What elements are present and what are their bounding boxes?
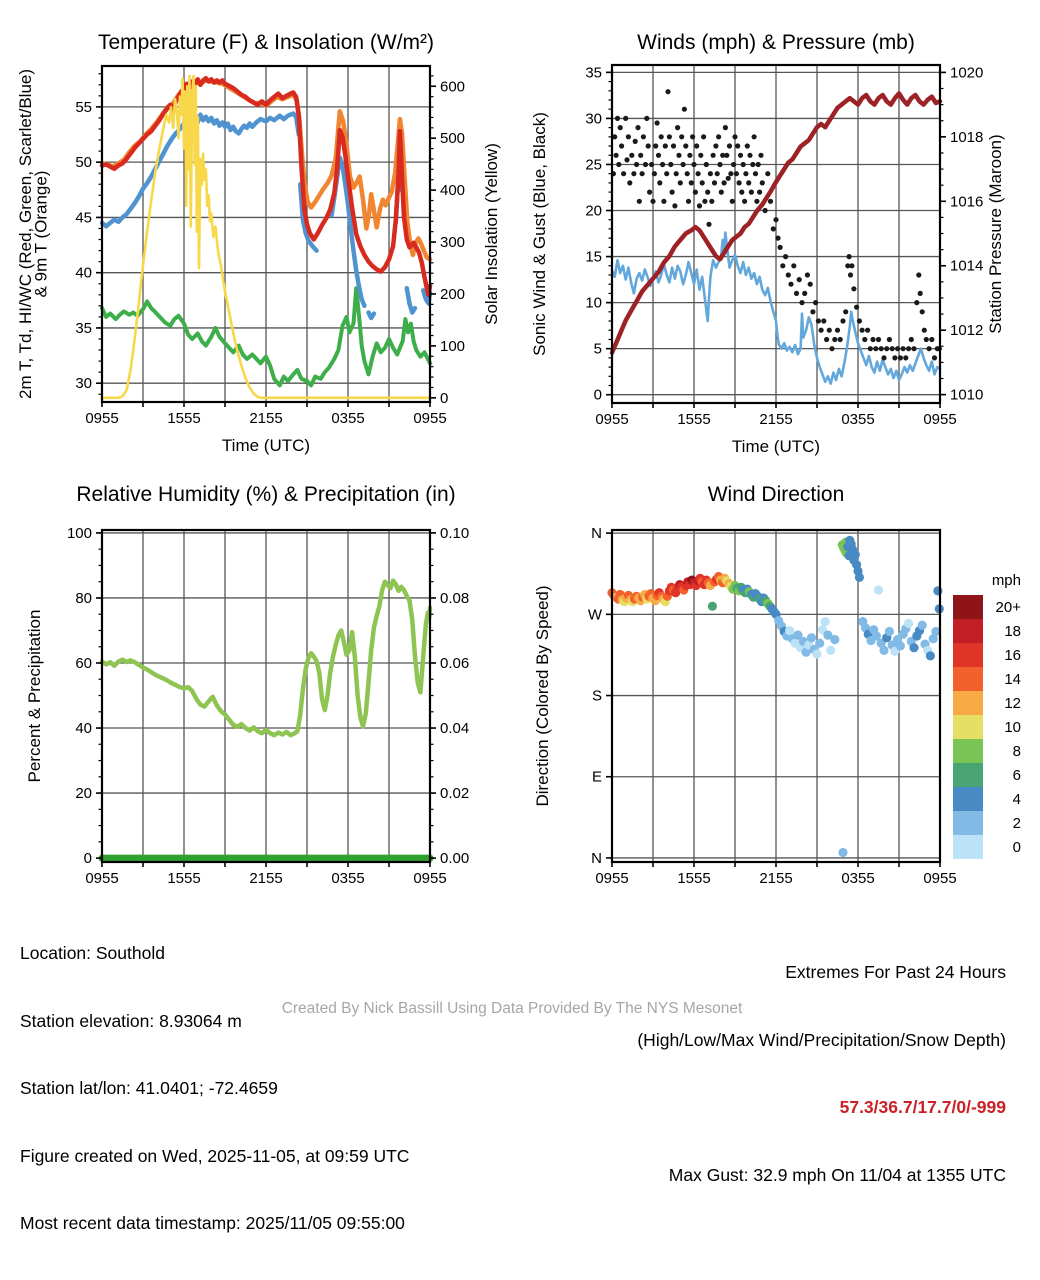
svg-text:0.02: 0.02 [440, 785, 470, 803]
svg-text:20: 20 [585, 202, 602, 220]
speed-colorbar [953, 572, 1021, 859]
svg-text:0: 0 [1012, 839, 1021, 856]
svg-text:14: 14 [1004, 671, 1021, 688]
svg-text:0.06: 0.06 [440, 654, 470, 672]
chart-title-winds-pressure: Winds (mph) & Pressure (mb) [637, 31, 915, 54]
svg-text:0355: 0355 [331, 870, 365, 887]
svg-text:Solar Insolation (Yellow): Solar Insolation (Yellow) [482, 143, 501, 325]
svg-text:30: 30 [585, 110, 602, 128]
svg-text:55: 55 [75, 98, 92, 116]
station-elevation: Station elevation: 8.93064 m [20, 1010, 242, 1031]
svg-text:Percent & Precipitation: Percent & Precipitation [25, 609, 44, 783]
svg-text:0: 0 [83, 850, 92, 868]
svg-text:60: 60 [75, 654, 92, 672]
svg-text:S: S [591, 687, 602, 705]
svg-text:40: 40 [75, 720, 92, 738]
svg-text:10: 10 [585, 294, 602, 312]
svg-text:45: 45 [75, 209, 92, 227]
svg-text:& 9m T (Orange): & 9m T (Orange) [31, 170, 51, 298]
svg-text:0.04: 0.04 [440, 720, 470, 738]
svg-text:1020: 1020 [950, 64, 984, 82]
right-axis [940, 64, 1005, 403]
svg-text:E: E [591, 768, 602, 786]
temperature-insolation-chart [0, 0, 512, 462]
wind-direction-chart [512, 462, 1024, 902]
svg-text:1010: 1010 [950, 386, 984, 404]
svg-text:2m T, Td, HI/WC (Red, Green, S: 2m T, Td, HI/WC (Red, Green, Scarlet/Blue) [16, 68, 35, 400]
svg-text:5: 5 [593, 340, 602, 358]
svg-text:1555: 1555 [677, 411, 711, 428]
station-info [20, 897, 409, 1280]
svg-text:2155: 2155 [759, 411, 793, 428]
x-axis [595, 403, 956, 456]
credit-line: Created By Nick Bassill Using Data Provided By The NYS Mesonet [281, 1000, 743, 1017]
svg-text:300: 300 [440, 234, 466, 252]
svg-text:16: 16 [1004, 647, 1021, 664]
svg-text:2155: 2155 [249, 410, 283, 427]
svg-text:20+: 20+ [995, 599, 1021, 616]
svg-text:0955: 0955 [85, 870, 119, 887]
max-gust: Max Gust: 32.9 mph On 11/04 at 1355 UTC [668, 1164, 1006, 1185]
svg-text:N: N [591, 849, 602, 867]
svg-text:2: 2 [1012, 815, 1021, 832]
svg-text:0355: 0355 [331, 410, 365, 427]
svg-text:35: 35 [585, 64, 602, 82]
gridlines [612, 530, 940, 862]
left-axis [16, 69, 102, 399]
x-axis [595, 862, 956, 887]
svg-text:mph: mph [991, 572, 1021, 589]
extremes-values: 57.3/36.7/17.7/0/-999 [839, 1097, 1006, 1117]
extremes-summary [637, 916, 1006, 1231]
svg-text:0: 0 [440, 389, 449, 407]
station-location: Location: Southold [20, 943, 165, 963]
svg-text:15: 15 [585, 248, 602, 266]
svg-text:10: 10 [1004, 719, 1021, 736]
svg-text:500: 500 [440, 130, 466, 148]
svg-text:6: 6 [1012, 767, 1021, 784]
svg-text:W: W [587, 606, 602, 624]
svg-text:Time (UTC): Time (UTC) [221, 436, 311, 455]
svg-text:100: 100 [66, 524, 92, 542]
svg-text:1018: 1018 [950, 128, 984, 146]
svg-text:8: 8 [1012, 743, 1021, 760]
right-axis [430, 525, 469, 867]
svg-text:0955: 0955 [923, 411, 957, 428]
svg-text:20: 20 [75, 785, 92, 803]
svg-text:0955: 0955 [413, 410, 447, 427]
svg-text:1555: 1555 [167, 410, 201, 427]
svg-text:80: 80 [75, 589, 92, 607]
svg-text:2155: 2155 [759, 870, 793, 887]
svg-text:0355: 0355 [841, 870, 875, 887]
svg-text:12: 12 [1004, 695, 1021, 712]
chart-title-humidity-precip: Relative Humidity (%) & Precipitation (in) [76, 483, 456, 506]
svg-text:4: 4 [1012, 791, 1021, 808]
humidity-precip-chart [0, 462, 512, 902]
svg-text:0955: 0955 [923, 870, 957, 887]
svg-text:0955: 0955 [595, 411, 629, 428]
svg-text:Station Pressure (Maroon): Station Pressure (Maroon) [986, 134, 1005, 334]
extremes-subheading: (High/Low/Max Wind/Precipitation/Snow Depth) [637, 1029, 1006, 1050]
svg-text:100: 100 [440, 337, 466, 355]
svg-text:25: 25 [585, 156, 602, 174]
svg-text:200: 200 [440, 285, 466, 303]
svg-text:1016: 1016 [950, 193, 984, 211]
svg-text:0355: 0355 [841, 411, 875, 428]
left-axis [533, 525, 612, 867]
svg-text:0.10: 0.10 [440, 524, 470, 542]
svg-text:2155: 2155 [249, 870, 283, 887]
svg-text:400: 400 [440, 182, 466, 200]
left-axis [25, 525, 102, 867]
svg-text:0955: 0955 [595, 870, 629, 887]
svg-text:30: 30 [75, 375, 92, 393]
x-axis [85, 402, 446, 455]
x-axis [85, 862, 446, 887]
gridlines [612, 65, 940, 403]
extremes-heading: Extremes For Past 24 Hours [785, 962, 1006, 982]
chart-title-wind-direction: Wind Direction [707, 483, 845, 506]
svg-text:1555: 1555 [167, 870, 201, 887]
winds-pressure-chart [512, 0, 1024, 462]
svg-text:0.08: 0.08 [440, 589, 470, 607]
svg-text:0955: 0955 [413, 870, 447, 887]
svg-text:600: 600 [440, 78, 466, 96]
gridlines [102, 530, 430, 862]
svg-text:1555: 1555 [677, 870, 711, 887]
svg-text:N: N [591, 525, 602, 543]
most-recent-data-timestamp: Most recent data timestamp: 2025/11/05 09:55:00 [20, 1213, 405, 1233]
figure-created-timestamp: Figure created on Wed, 2025-11-05, at 09:59 UTC [20, 1145, 410, 1166]
svg-text:50: 50 [75, 154, 92, 172]
svg-text:0.00: 0.00 [440, 850, 470, 868]
svg-text:35: 35 [75, 319, 92, 337]
svg-text:40: 40 [75, 264, 92, 282]
svg-text:18: 18 [1004, 623, 1021, 640]
svg-text:Sonic Wind & Gust (Blue, Black: Sonic Wind & Gust (Blue, Black) [530, 112, 549, 356]
left-axis [530, 64, 612, 403]
svg-text:Time (UTC): Time (UTC) [731, 437, 821, 456]
right-axis [430, 76, 501, 407]
svg-text:0955: 0955 [85, 410, 119, 427]
station-latlon: Station lat/lon: 41.0401; -72.4659 [20, 1078, 278, 1098]
svg-text:1014: 1014 [950, 257, 984, 275]
svg-text:0: 0 [593, 386, 602, 404]
svg-text:Direction (Colored By Speed): Direction (Colored By Speed) [533, 585, 552, 807]
chart-title-temperature-insolation: Temperature (F) & Insolation (W/m²) [97, 31, 435, 54]
svg-text:1012: 1012 [950, 322, 984, 340]
